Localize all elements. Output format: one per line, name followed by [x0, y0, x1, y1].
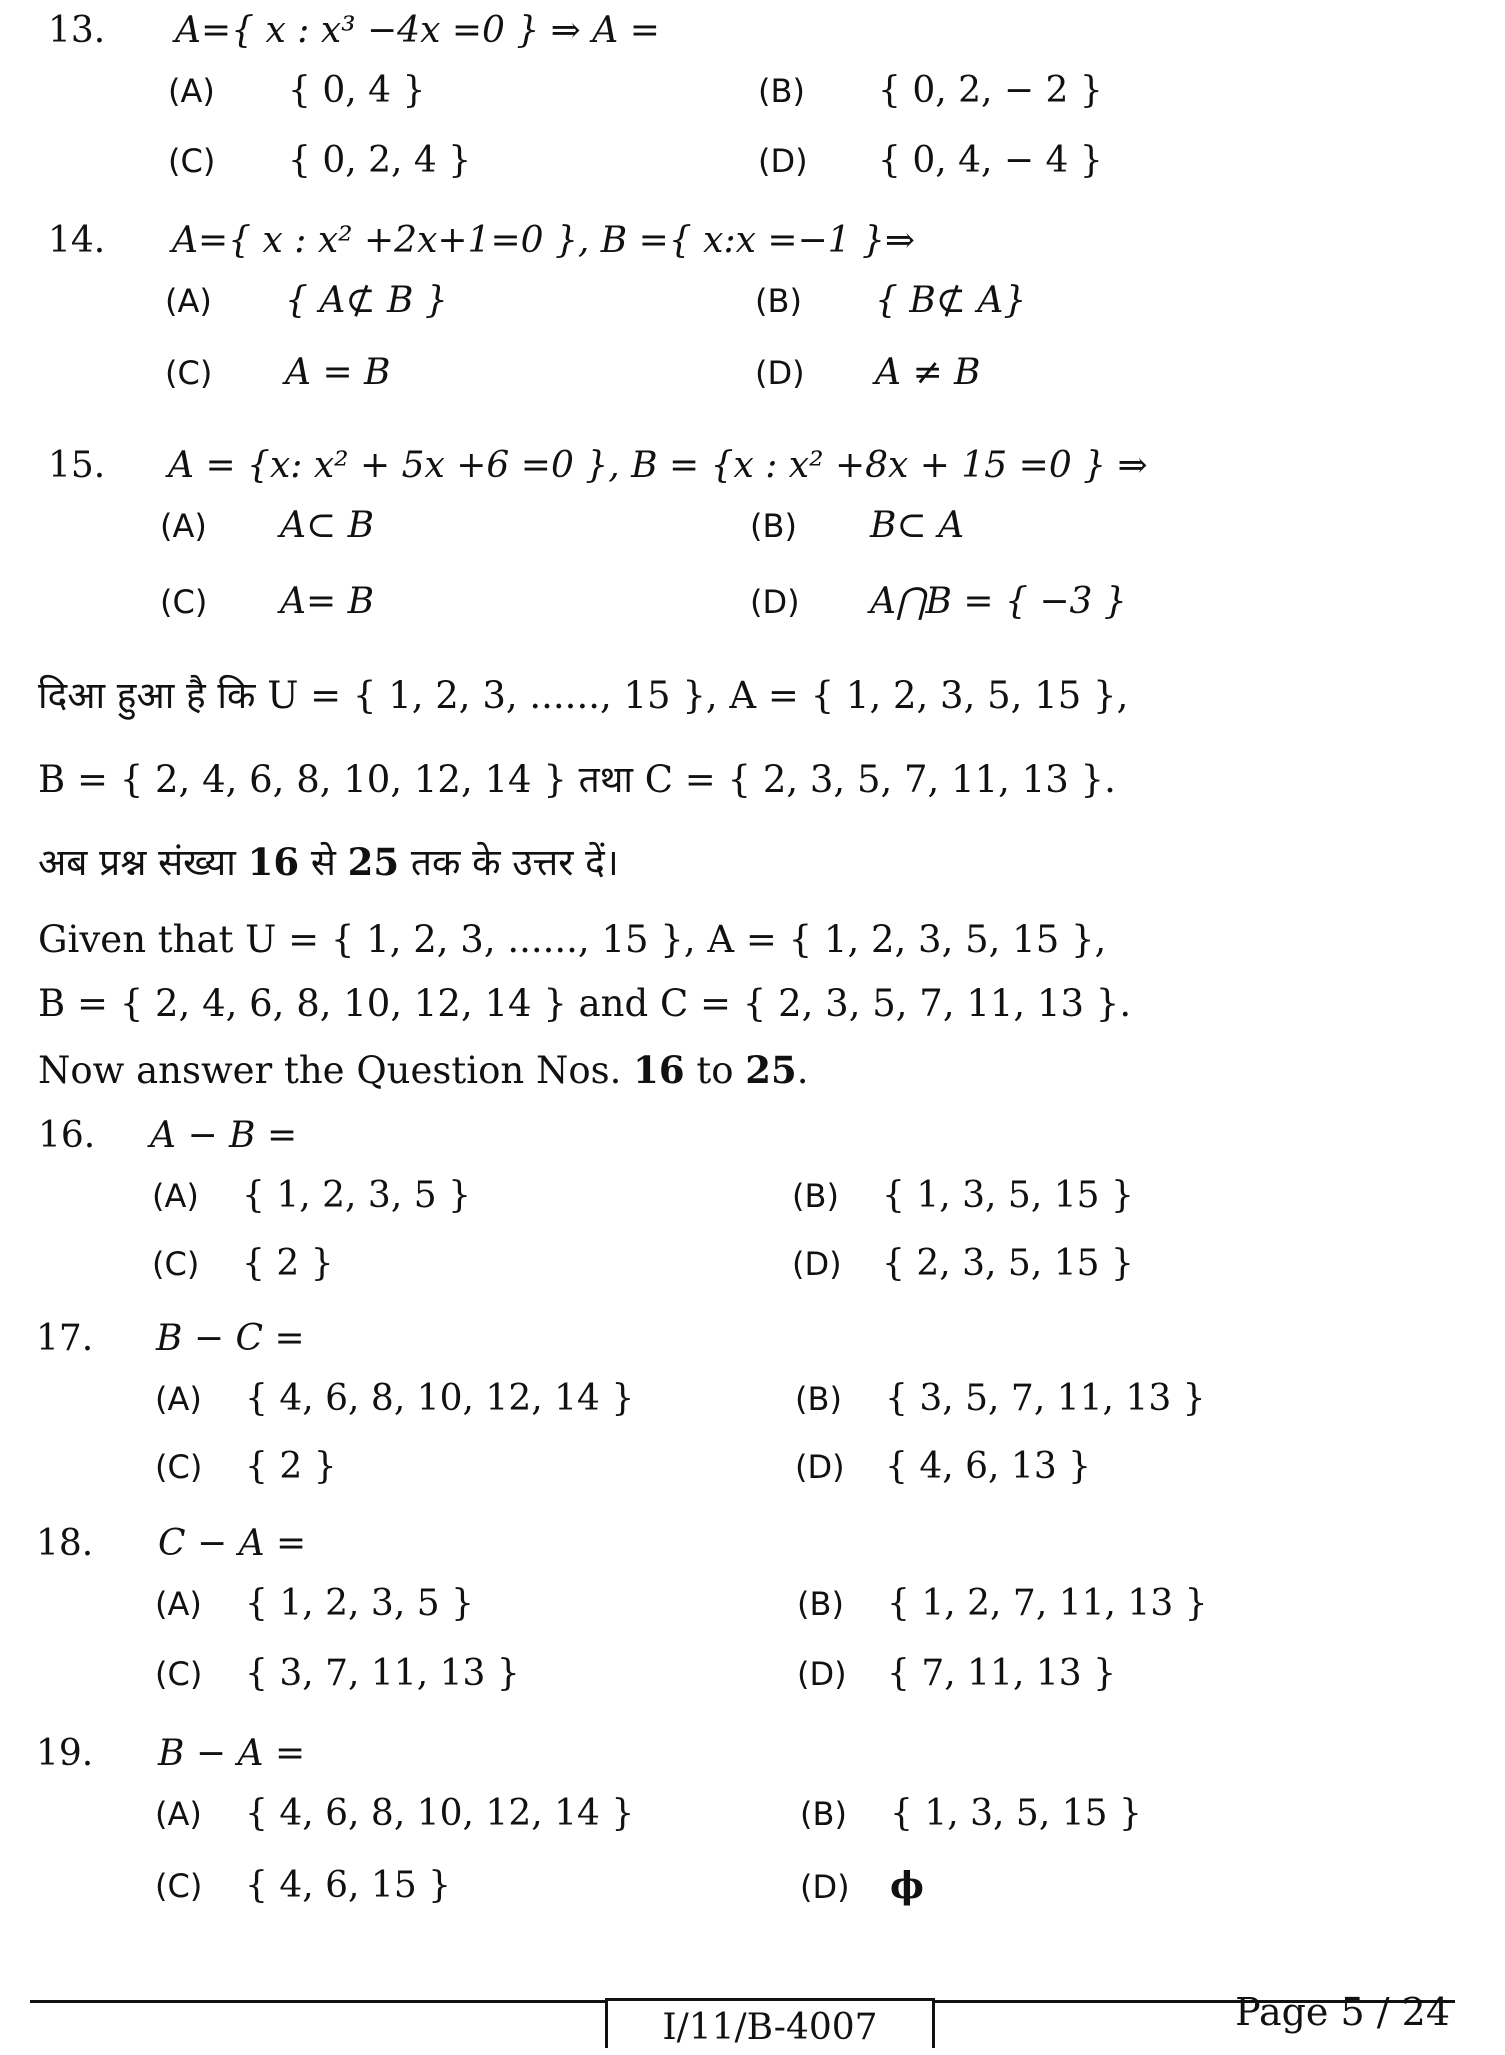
- option-label: (C): [155, 1867, 203, 1905]
- option-value: { 7, 11, 13 }: [887, 1653, 1116, 1694]
- question-number: 15.: [48, 445, 106, 486]
- option-label: (B): [758, 72, 805, 110]
- option-label: (C): [155, 1448, 203, 1486]
- option-value: A = B: [285, 352, 391, 393]
- option-d: [792, 1243, 1392, 1303]
- question-number: 19.: [36, 1733, 94, 1774]
- option-value: { 2 }: [245, 1446, 337, 1487]
- option-d: [797, 1653, 1397, 1713]
- option-value: B⊂ A: [870, 505, 965, 546]
- option-a: [155, 1378, 795, 1438]
- question-number: 18.: [36, 1523, 94, 1564]
- option-value: { 1, 2, 3, 5 }: [242, 1175, 471, 1216]
- question-stem: C − A =: [158, 1523, 307, 1564]
- question-number: 16.: [38, 1115, 96, 1156]
- question-17: [0, 1318, 1505, 1506]
- question-stem: B − A =: [158, 1733, 306, 1774]
- option-d: [795, 1446, 1395, 1506]
- english-range-start: 16: [633, 1048, 685, 1092]
- option-label: (A): [155, 1795, 202, 1833]
- option-label: (A): [155, 1380, 202, 1418]
- option-c: [152, 1243, 792, 1303]
- hindi-range-start: 16: [247, 840, 300, 884]
- option-label: (A): [168, 72, 215, 110]
- page-number: Page 5 / 24: [1235, 1990, 1450, 2034]
- option-label: (A): [155, 1585, 202, 1623]
- english-instruction-post: .: [796, 1049, 809, 1092]
- question-stem: A − B =: [150, 1115, 298, 1156]
- option-a: [168, 70, 758, 130]
- option-value: { A⊄ B }: [285, 280, 448, 321]
- option-d: [750, 581, 1350, 641]
- question-stem: A = {x: x² + 5x +6 =0 }, B = {x : x² +8x + 15 =0 } ⇒: [168, 445, 1148, 486]
- english-given-line-1: Given that U = { 1, 2, 3, ......, 15 }, A = { 1, 2, 3, 5, 15 },: [38, 918, 1107, 961]
- option-label: (D): [755, 354, 805, 392]
- option-label: (D): [758, 142, 808, 180]
- hindi-instruction: [38, 835, 619, 886]
- english-instruction: [38, 1048, 809, 1092]
- question-stem: A={ x : x² +2x+1=0 }, B ={ x:x =−1 }⇒: [172, 220, 916, 261]
- hindi-given-line-1: दिआ हुआ है कि U = { 1, 2, 3, ......, 15 }, A = { 1, 2, 3, 5, 15 },: [38, 674, 1129, 717]
- option-value: { 1, 3, 5, 15 }: [890, 1793, 1142, 1834]
- question-stem: B − C =: [156, 1318, 305, 1359]
- option-value: { 0, 4, − 4 }: [878, 140, 1103, 181]
- hindi-given-line-2: B = { 2, 4, 6, 8, 10, 12, 14 } तथा C = { 2, 3, 5, 7, 11, 13 }.: [38, 758, 1116, 801]
- option-label: (C): [155, 1655, 203, 1693]
- option-label: (A): [165, 282, 212, 320]
- question-14: [0, 220, 1505, 412]
- option-label: (D): [797, 1655, 847, 1693]
- option-b: [797, 1583, 1397, 1643]
- option-label: (C): [152, 1245, 200, 1283]
- option-a: [165, 280, 755, 340]
- option-label: (B): [800, 1795, 847, 1833]
- option-label: (B): [792, 1177, 839, 1215]
- option-value: { 2, 3, 5, 15 }: [882, 1243, 1134, 1284]
- option-b: [758, 70, 1358, 130]
- option-value: { B⊄ A}: [875, 280, 1027, 321]
- option-label: (B): [750, 507, 797, 545]
- question-18: [0, 1523, 1505, 1713]
- paper-code: I/11/B-4007: [605, 1998, 935, 2048]
- hindi-range-end: 25: [347, 840, 400, 884]
- option-label: (B): [797, 1585, 844, 1623]
- option-b: [755, 280, 1355, 340]
- option-a: [155, 1793, 800, 1853]
- option-value: { 4, 6, 8, 10, 12, 14 }: [245, 1378, 635, 1419]
- question-number: 17.: [36, 1318, 94, 1359]
- option-label: (B): [755, 282, 802, 320]
- option-c: [155, 1865, 800, 1925]
- option-value: A⊂ B: [280, 505, 375, 546]
- hindi-instruction-mid: से: [299, 841, 348, 884]
- option-value: ϕ: [890, 1865, 924, 1907]
- option-label: (B): [795, 1380, 842, 1418]
- option-value: { 3, 5, 7, 11, 13 }: [885, 1378, 1206, 1419]
- question-stem: A={ x : x³ −4x =0 } ⇒ A =: [175, 10, 660, 51]
- option-value: { 0, 2, 4 }: [288, 140, 472, 181]
- option-a: [155, 1583, 797, 1643]
- option-label: (C): [165, 354, 213, 392]
- option-label: (D): [795, 1448, 845, 1486]
- hindi-instruction-post: तक के उत्तर दें।: [399, 841, 619, 884]
- option-a: [152, 1175, 792, 1235]
- option-value: { 3, 7, 11, 13 }: [245, 1653, 520, 1694]
- english-instruction-pre: Now answer the Question Nos.: [38, 1049, 634, 1092]
- option-c: [160, 581, 750, 641]
- option-label: (A): [160, 507, 207, 545]
- option-a: [160, 505, 750, 565]
- hindi-instruction-pre: अब प्रश्न संख्या: [38, 841, 248, 884]
- option-c: [168, 140, 758, 200]
- option-label: (C): [160, 583, 208, 621]
- question-15: [0, 445, 1505, 641]
- option-value: A⋂B = { −3 }: [870, 581, 1127, 622]
- option-b: [750, 505, 1350, 565]
- option-value: { 4, 6, 15 }: [245, 1865, 452, 1906]
- option-value: { 1, 3, 5, 15 }: [882, 1175, 1134, 1216]
- option-label: (D): [792, 1245, 842, 1283]
- option-label: (C): [168, 142, 216, 180]
- english-range-end: 25: [745, 1048, 797, 1092]
- option-c: [165, 352, 755, 412]
- option-value: { 1, 2, 3, 5 }: [245, 1583, 474, 1624]
- option-value: { 2 }: [242, 1243, 334, 1284]
- option-c: [155, 1446, 795, 1506]
- english-instruction-mid: to: [684, 1049, 746, 1092]
- option-d: [755, 352, 1355, 412]
- option-label: (D): [750, 583, 800, 621]
- option-value: { 4, 6, 13 }: [885, 1446, 1092, 1487]
- question-19: [0, 1733, 1505, 1925]
- page-footer: [0, 1990, 1505, 2048]
- question-number: 13.: [48, 10, 106, 51]
- question-number: 14.: [48, 220, 106, 261]
- question-13: [0, 10, 1505, 200]
- option-d: [758, 140, 1358, 200]
- english-given-line-2: B = { 2, 4, 6, 8, 10, 12, 14 } and C = { 2, 3, 5, 7, 11, 13 }.: [38, 982, 1132, 1025]
- option-c: [155, 1653, 797, 1713]
- option-value: A= B: [280, 581, 375, 622]
- option-value: { 1, 2, 7, 11, 13 }: [887, 1583, 1208, 1624]
- question-16: [0, 1115, 1505, 1303]
- option-value: { 0, 4 }: [288, 70, 426, 111]
- option-label: (A): [152, 1177, 199, 1215]
- option-value: { 4, 6, 8, 10, 12, 14 }: [245, 1793, 635, 1834]
- option-d: [800, 1865, 1400, 1925]
- option-value: A ≠ B: [875, 352, 981, 393]
- option-b: [792, 1175, 1392, 1235]
- option-label: (D): [800, 1868, 850, 1906]
- option-b: [795, 1378, 1395, 1438]
- option-b: [800, 1793, 1400, 1853]
- option-value: { 0, 2, − 2 }: [878, 70, 1103, 111]
